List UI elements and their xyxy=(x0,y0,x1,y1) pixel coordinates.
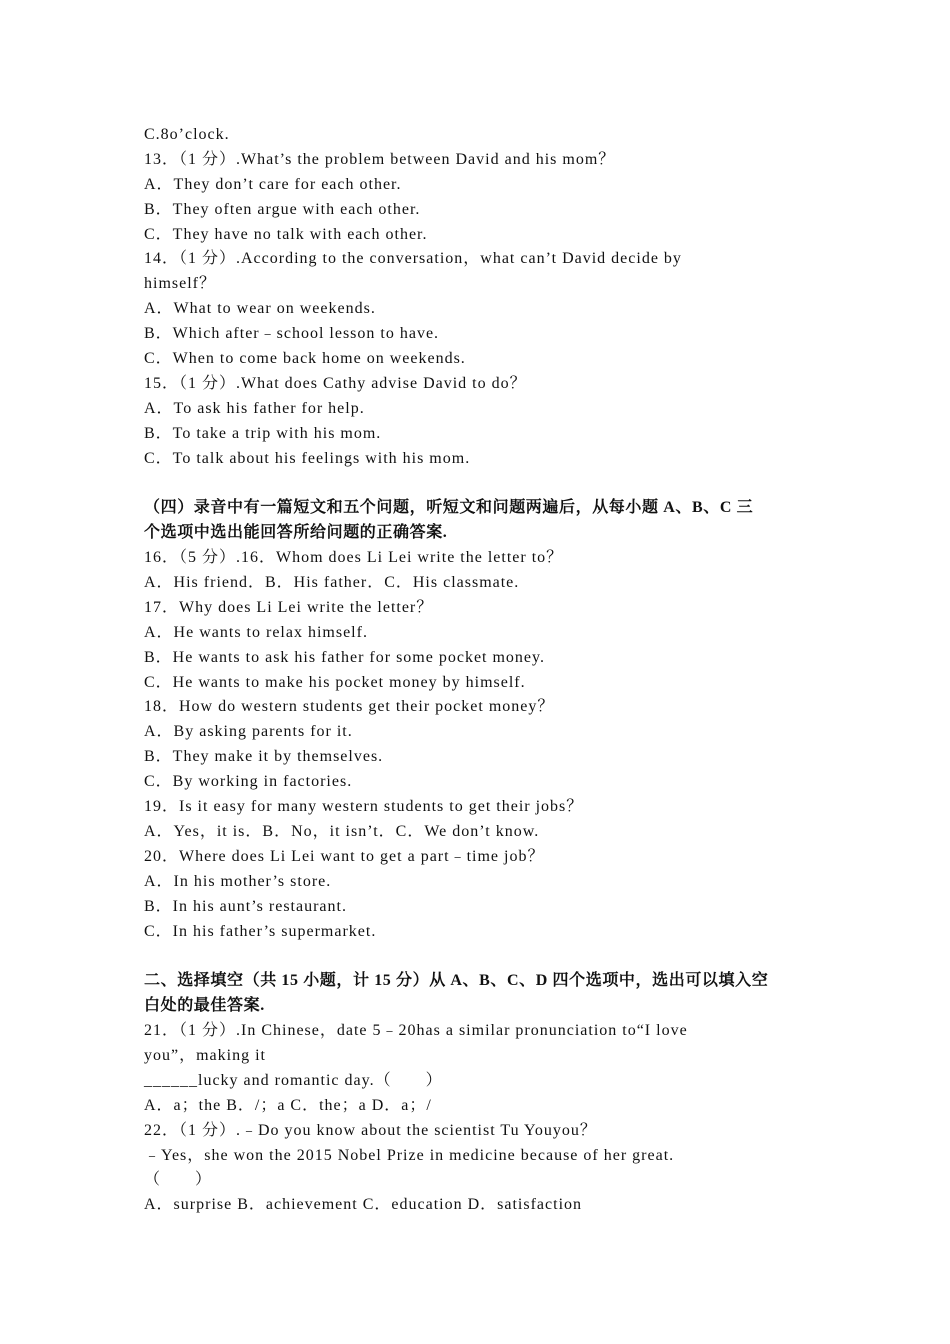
option-b: B．He wants to ask his father for some pocket money. xyxy=(144,648,545,666)
question-21-continued: you”，making it xyxy=(144,1046,266,1064)
options-abcd: A．surprise B．achievement C．education D．satisfaction xyxy=(144,1196,583,1214)
question-16: 16．（5 分）.16．Whom does Li Lei write the letter to？ xyxy=(144,549,564,567)
option-b: B．To take a trip with his mom. xyxy=(144,424,382,442)
option-c: C．To talk about his feelings with his mom. xyxy=(144,449,471,467)
option-a: A．In his mother’s store. xyxy=(144,872,332,890)
option-c: C．They have no talk with each other. xyxy=(144,225,428,243)
exam-text xyxy=(144,123,814,1218)
option-c: C．By working in factories. xyxy=(144,773,353,791)
question-21-blank: ______lucky and romantic day.（ ） xyxy=(144,1071,443,1089)
question-14-continued: himself？ xyxy=(144,275,216,293)
section-4-heading: （四）录音中有一篇短文和五个问题，听短文和问题两遍后，从每小题 A、B、C 三 xyxy=(144,499,754,517)
option-b: B．They make it by themselves. xyxy=(144,748,384,766)
option-a: A．He wants to relax himself. xyxy=(144,623,368,641)
option-c: C．When to come back home on weekends. xyxy=(144,350,466,368)
options-abcd: A．a；the B．/；a C．the；a D．a；/ xyxy=(144,1096,432,1114)
question-15: 15．（1 分）.What does Cathy advise David to do？ xyxy=(144,374,527,392)
question-21: 21．（1 分）.In Chinese，date 5﹣20has a similar pronunciation to“I love xyxy=(144,1022,688,1040)
text-line: C.8o’clock. xyxy=(144,126,230,143)
option-a: A．They don’t care for each other. xyxy=(144,175,402,193)
section-2-heading-continued: 白处的最佳答案. xyxy=(144,997,265,1015)
question-17: 17．Why does Li Lei write the letter？ xyxy=(144,598,434,616)
question-13: 13．（1 分）.What’s the problem between David and his mom？ xyxy=(144,150,616,168)
options-abc: A．His friend．B．His father．C．His classmate. xyxy=(144,574,520,592)
answer-bracket: （ ） xyxy=(144,1171,213,1189)
question-22: 22．（1 分）.﹣Do you know about the scientist Tu Youyou？ xyxy=(144,1121,597,1139)
option-c: C．In his father’s supermarket. xyxy=(144,922,377,940)
option-b: B．Which after﹣school lesson to have. xyxy=(144,325,440,343)
option-a: A．By asking parents for it. xyxy=(144,723,353,741)
section-4-heading-continued: 个选项中选出能回答所给问题的正确答案. xyxy=(144,524,448,542)
option-a: A．What to wear on weekends. xyxy=(144,300,376,318)
blank-line xyxy=(144,471,814,496)
question-22-continued: ﹣Yes，she won the 2015 Nobel Prize in medicine because of her great. xyxy=(144,1146,675,1164)
question-20: 20．Where does Li Lei want to get a part﹣time job？ xyxy=(144,847,545,865)
option-b: B．They often argue with each other. xyxy=(144,200,421,218)
option-a: A．To ask his father for help. xyxy=(144,399,365,417)
section-2-heading: 二、选择填空（共 15 小题，计 15 分）从 A、B、C、D 四个选项中，选出可以填入空 xyxy=(144,972,769,990)
options-abc: A．Yes，it is．B．No，it isn’t．C．We don’t know. xyxy=(144,822,540,840)
question-18: 18．How do western students get their pocket money？ xyxy=(144,698,555,716)
option-c: C．He wants to make his pocket money by himself. xyxy=(144,673,526,691)
option-b: B．In his aunt’s restaurant. xyxy=(144,897,347,915)
question-19: 19．Is it easy for many western students to get their jobs？ xyxy=(144,798,584,816)
question-14: 14．（1 分）.According to the conversation，what can’t David decide by xyxy=(144,250,682,268)
blank-line xyxy=(144,944,814,969)
